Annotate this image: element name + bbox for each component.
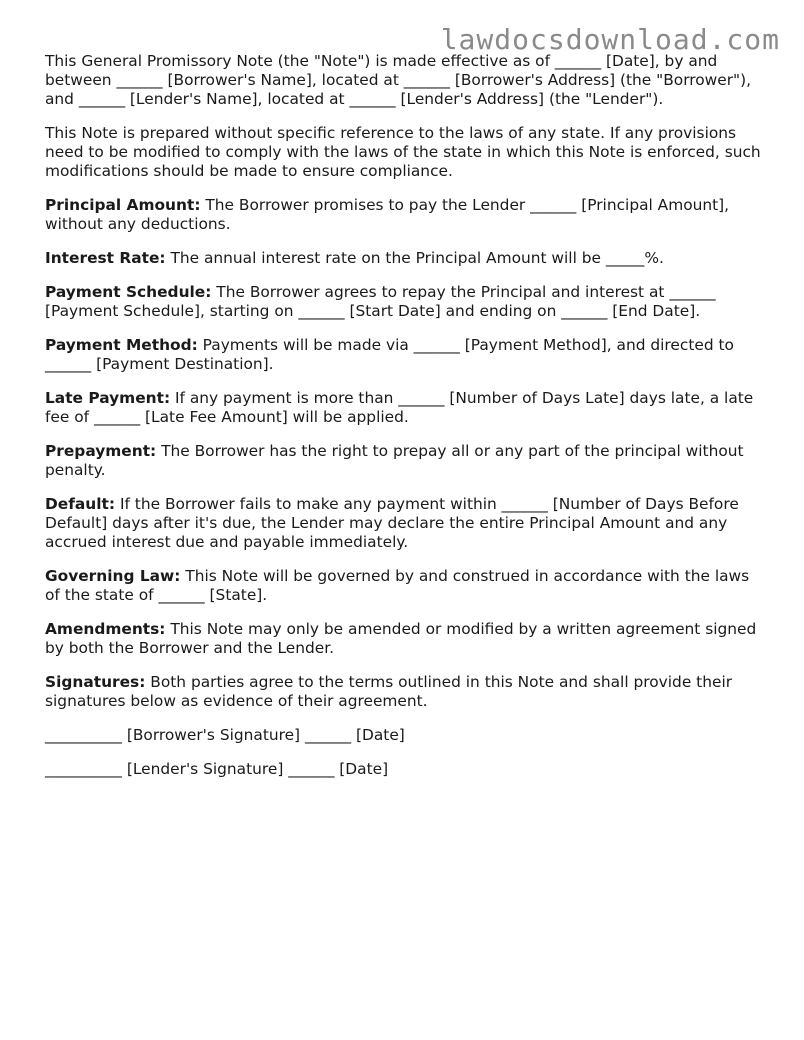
- section-heading: Amendments:: [45, 620, 166, 638]
- section-heading: Prepayment:: [45, 442, 157, 460]
- section-amendments: [45, 620, 767, 658]
- section-heading: Payment Schedule:: [45, 283, 212, 301]
- section-heading: Payment Method:: [45, 336, 198, 354]
- section-text: The Borrower promises to pay the Lender ______ [Principal Amount], without any deductions.: [45, 196, 730, 233]
- section-heading: Governing Law:: [45, 567, 181, 585]
- section-late-payment: [45, 389, 767, 427]
- intro-paragraph: This General Promissory Note (the "Note") is made effective as of ______ [Date], by and between ______ [Borrower's Name], located at ______ [Borrower's Address] (the "Borrower"), and ______ [Lender's Name], located at ______ [Lender's Address] (the "Lender").: [45, 52, 752, 108]
- watermark-text: lawdocsdownload.com: [440, 23, 780, 56]
- section-text: The Borrower agrees to repay the Principal and interest at ______ [Payment Schedule], starting on ______ [Start Date] and ending on ______ [End Date].: [45, 283, 716, 320]
- section-payment-method: [45, 336, 767, 374]
- section-governing-law: [45, 567, 767, 605]
- section-heading: Interest Rate:: [45, 249, 166, 267]
- section-text: If the Borrower fails to make any payment within ______ [Number of Days Before Default] days after it's due, the Lender may declare the entire Principal Amount and any accrued interest due and payable immediately.: [45, 495, 739, 551]
- promissory-note-document: [45, 52, 767, 794]
- section-text: The Borrower has the right to prepay all or any part of the principal without penalty.: [45, 442, 744, 479]
- section-interest-rate: [45, 249, 767, 268]
- lender-signature-line: __________ [Lender's Signature] ______ [Date]: [45, 760, 389, 778]
- section-text: The annual interest rate on the Principal Amount will be _____%.: [165, 249, 664, 267]
- section-signatures: [45, 673, 767, 711]
- section-prepayment: [45, 442, 767, 480]
- section-heading: Signatures:: [45, 673, 146, 691]
- jurisdiction-paragraph: This Note is prepared without specific reference to the laws of any state. If any provisions need to be modified to comply with the laws of the state in which this Note is enforced, such modifications should be made to ensure compliance.: [45, 124, 761, 180]
- section-principal-amount: [45, 196, 767, 234]
- section-heading: Default:: [45, 495, 116, 513]
- section-heading: Late Payment:: [45, 389, 171, 407]
- section-text: If any payment is more than ______ [Number of Days Late] days late, a late fee of ______ [Late Fee Amount] will be applied.: [45, 389, 754, 426]
- section-payment-schedule: [45, 283, 767, 321]
- section-heading: Principal Amount:: [45, 196, 201, 214]
- borrower-signature-line: __________ [Borrower's Signature] ______ [Date]: [45, 726, 405, 744]
- section-default: [45, 495, 767, 552]
- section-text: Both parties agree to the terms outlined in this Note and shall provide their signatures below as evidence of their agreement.: [45, 673, 733, 710]
- section-text: This Note may only be amended or modified by a written agreement signed by both the Borrower and the Lender.: [45, 620, 757, 657]
- section-text: Payments will be made via ______ [Payment Method], and directed to ______ [Payment Destination].: [45, 336, 734, 373]
- section-text: This Note will be governed by and construed in accordance with the laws of the state of ______ [State].: [45, 567, 750, 604]
